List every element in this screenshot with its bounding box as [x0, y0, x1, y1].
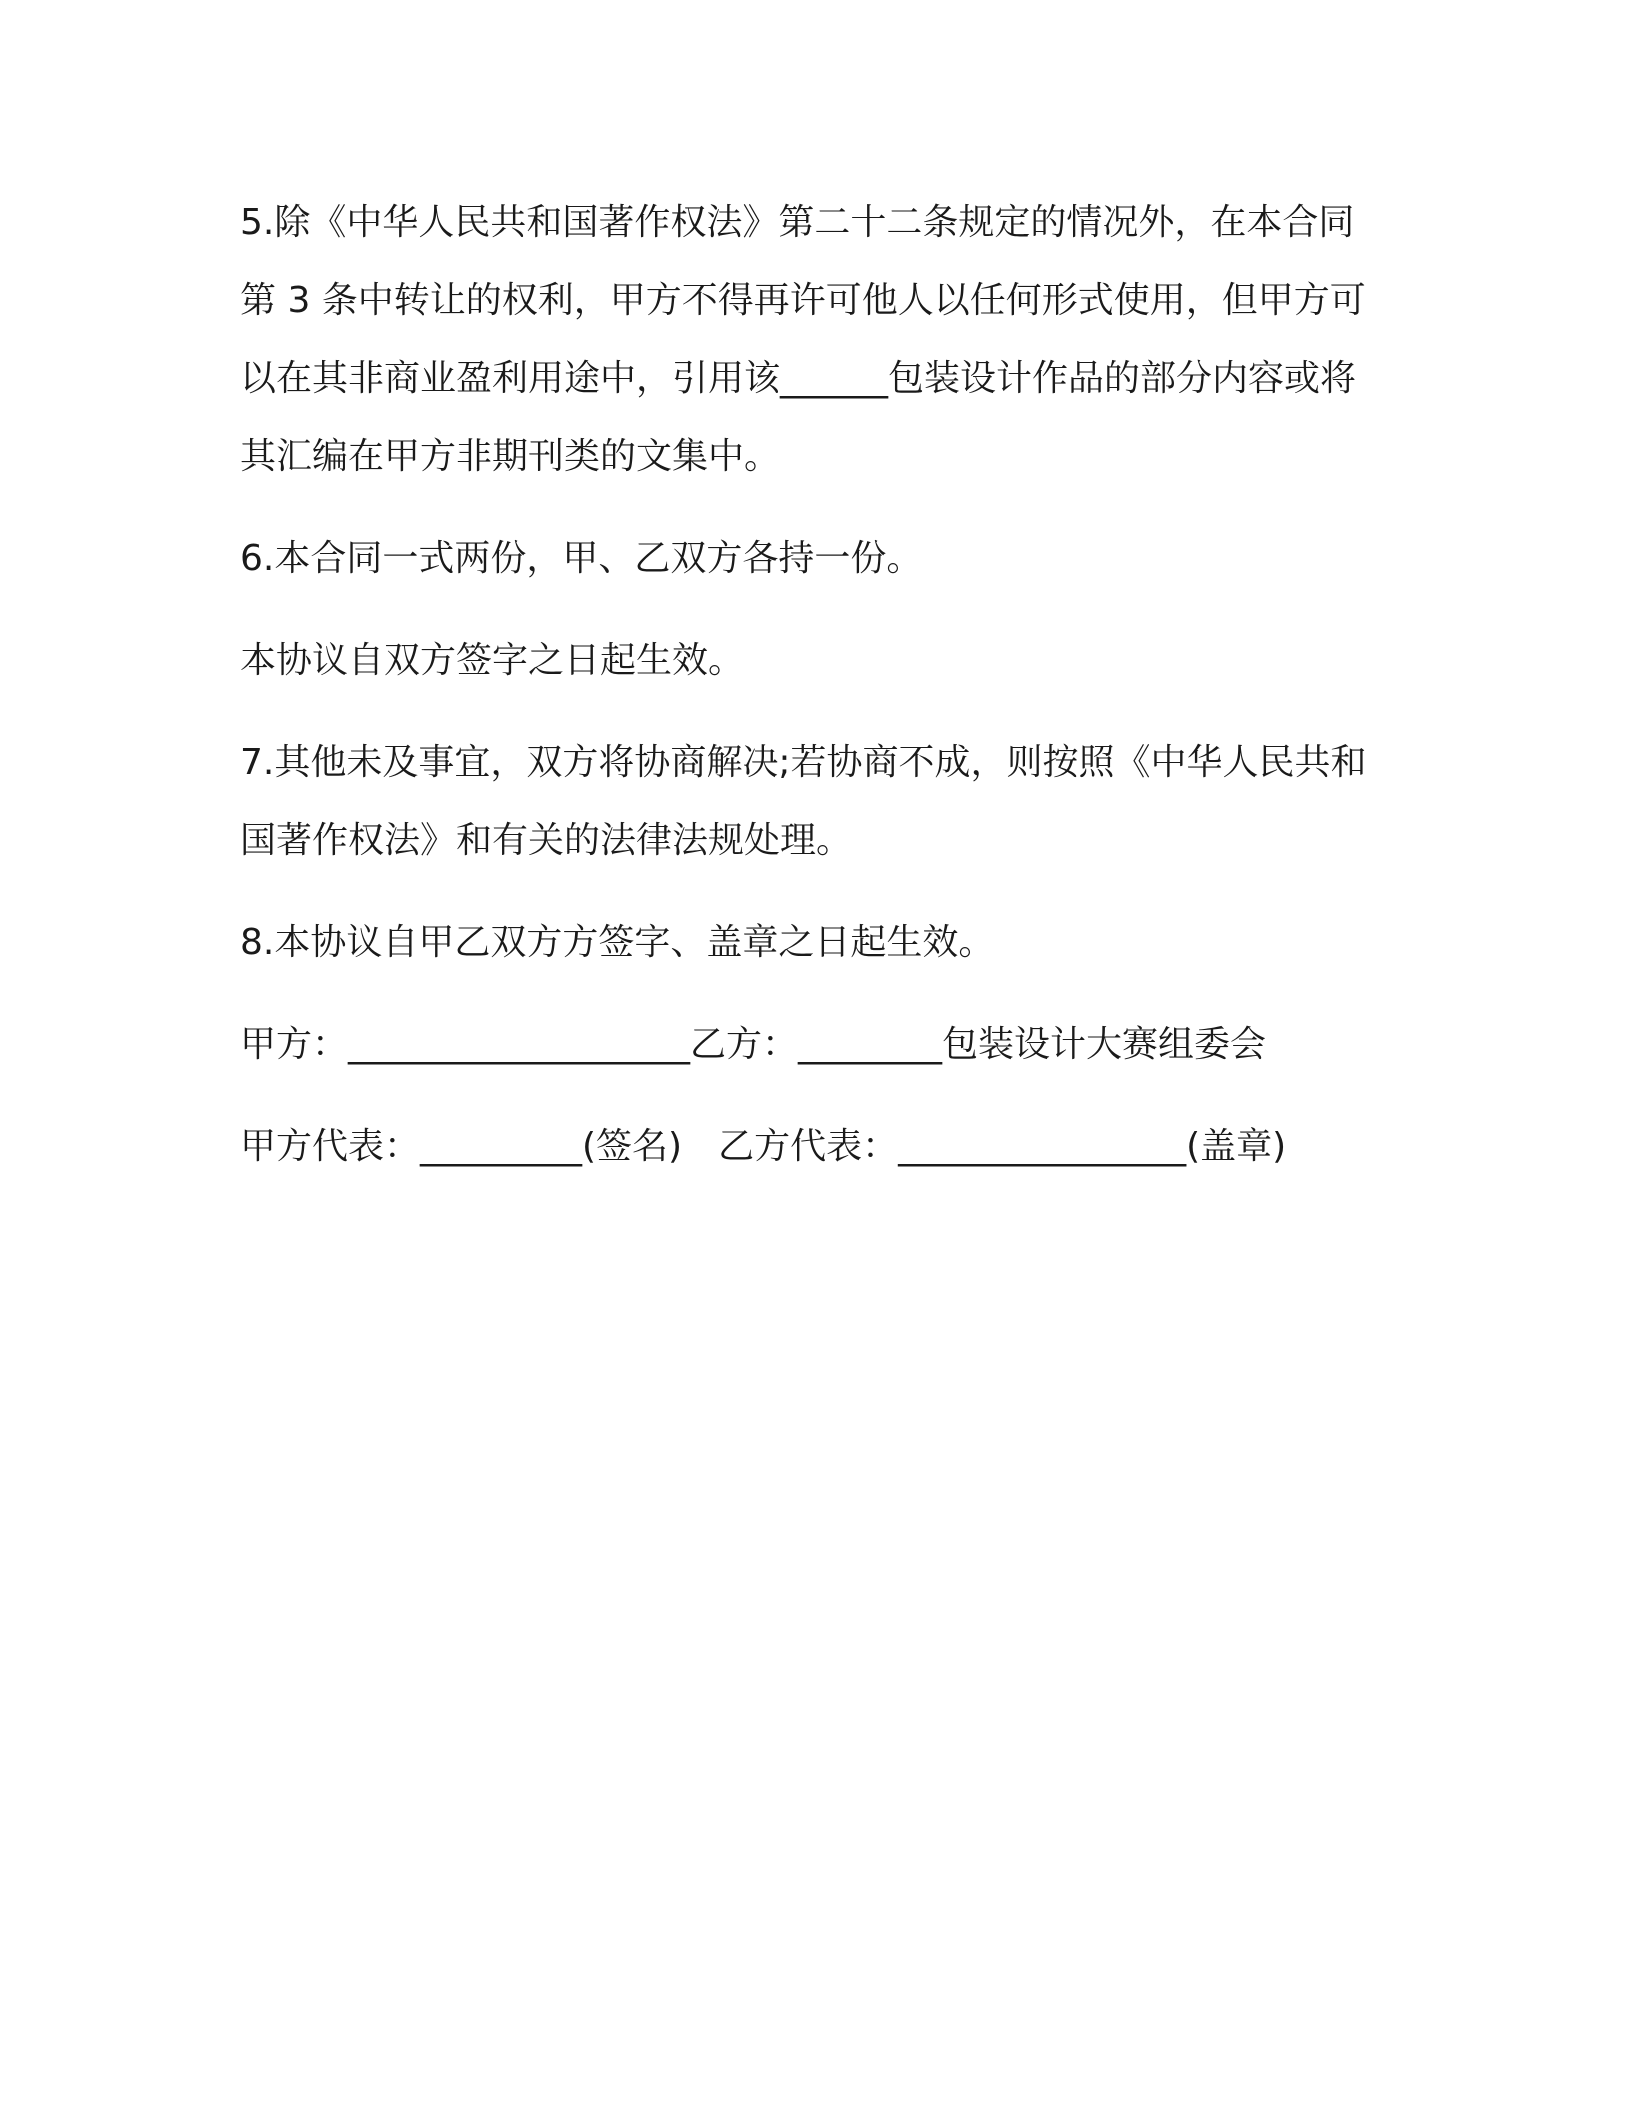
party-b-representative: 乙方代表：________________(盖章)	[718, 1126, 1287, 1167]
party-b-signature: 乙方：________包装设计大赛组委会	[690, 1024, 1267, 1065]
representative-signature-line	[240, 1108, 1390, 1186]
clause-7-paragraph: 7.其他未及事宜，双方将协商解决;若协商不成，则按照《中华人民共和国著作权法》和有关的法律法规处理。	[240, 742, 1367, 861]
clause-5-paragraph: 5.除《中华人民共和国著作权法》第二十二条规定的情况外，在本合同第 3 条中转让的权利，甲方不得再许可他人以任何形式使用，但甲方可以在其非商业盈利用途中，引用该______包装设计作品的部分内容或将其汇编在甲方非期刊类的文集中。	[240, 202, 1366, 477]
document-body	[240, 184, 1390, 1210]
party-signature-line	[240, 1006, 1390, 1084]
clause-6-paragraph: 6.本合同一式两份，甲、乙双方各持一份。	[240, 538, 923, 579]
party-a-signature: 甲方：___________________	[240, 1024, 691, 1065]
clause-8-paragraph: 8.本协议自甲乙双方方签字、盖章之日起生效。	[240, 922, 995, 963]
party-a-representative: 甲方代表：_________(签名)	[240, 1126, 683, 1167]
effective-date-paragraph: 本协议自双方签字之日起生效。	[240, 640, 745, 681]
